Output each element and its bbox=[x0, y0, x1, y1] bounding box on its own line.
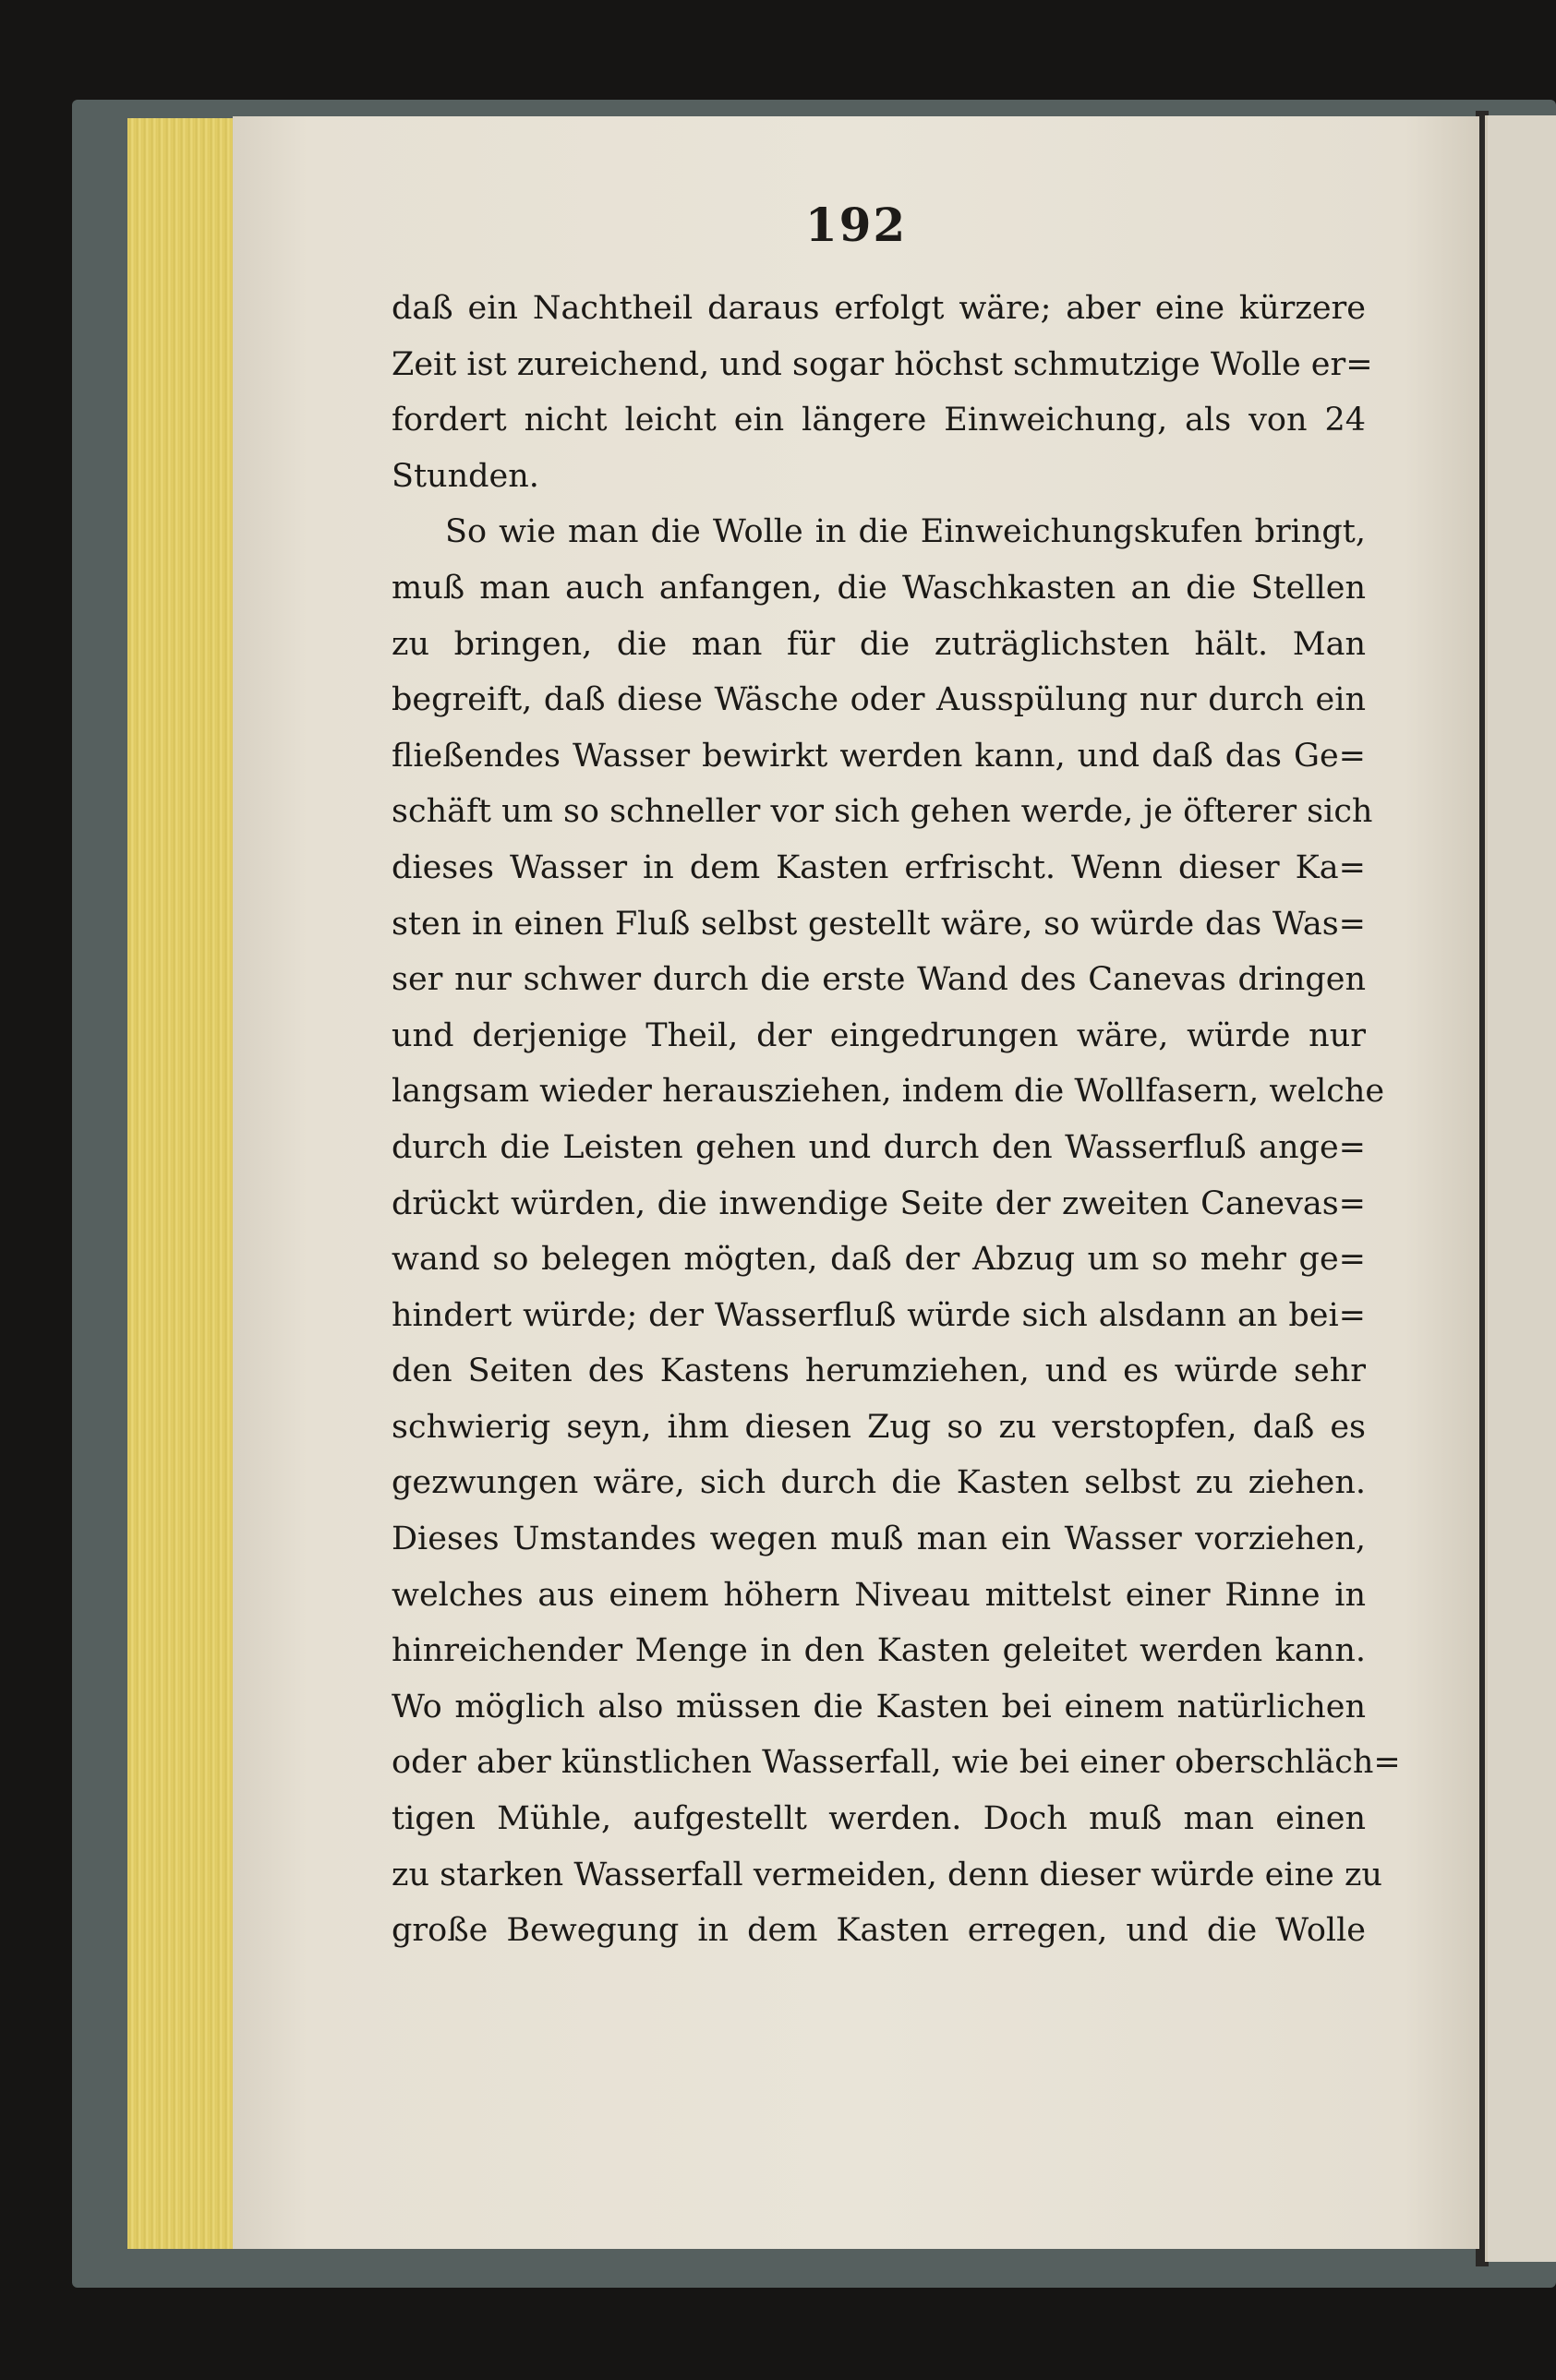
text-line: zu bringen, die man für die zuträglichsten hält. Man bbox=[392, 625, 1366, 663]
text-line: hindert würde; der Wasserfluß würde sich alsdann an bei= bbox=[392, 1296, 1366, 1334]
book-page bbox=[233, 116, 1479, 2249]
text-line: daß ein Nachtheil daraus erfolgt wäre; aber eine kürzere bbox=[392, 290, 1366, 327]
text-line: fließendes Wasser bewirkt werden kann, und daß das Ge= bbox=[392, 737, 1366, 775]
facing-page-edge bbox=[1485, 115, 1556, 2262]
gilded-page-edges bbox=[127, 118, 238, 2249]
text-line: welches aus einem höhern Niveau mittelst einer Rinne in bbox=[392, 1576, 1366, 1614]
text-line: drückt würden, die inwendige Seite der zweiten Canevas= bbox=[392, 1184, 1366, 1222]
page-number: 192 bbox=[804, 198, 908, 252]
text-line: gezwungen wäre, sich durch die Kasten selbst zu ziehen. bbox=[392, 1464, 1366, 1502]
text-line: durch die Leisten gehen und durch den Wasserfluß ange= bbox=[392, 1128, 1366, 1166]
text-line: und derjenige Theil, der eingedrungen wäre, würde nur bbox=[392, 1016, 1366, 1054]
text-line: hinreichender Menge in den Kasten geleitet werden kann. bbox=[392, 1632, 1366, 1670]
text-line: So wie man die Wolle in die Einweichungskufen bringt, bbox=[445, 513, 1366, 551]
text-line: zu starken Wasserfall vermeiden, denn dieser würde eine zu bbox=[392, 1856, 1382, 1893]
text-line: den Seiten des Kastens herumziehen, und es würde sehr bbox=[392, 1352, 1366, 1390]
text-line: Stunden. bbox=[392, 457, 539, 495]
text-line: dieses Wasser in dem Kasten erfrischt. Wenn dieser Ka= bbox=[392, 848, 1366, 886]
text-line: muß man auch anfangen, die Waschkasten an die Stellen bbox=[392, 569, 1366, 607]
text-line: Zeit ist zureichend, und sogar höchst schmutzige Wolle er= bbox=[392, 345, 1373, 383]
text-line: große Bewegung in dem Kasten erregen, und die Wolle bbox=[392, 1912, 1366, 1950]
text-line: tigen Mühle, aufgestellt werden. Doch muß man einen bbox=[392, 1800, 1366, 1838]
text-line: begreift, daß diese Wäsche oder Ausspülung nur durch ein bbox=[392, 681, 1366, 719]
text-line: ser nur schwer durch die erste Wand des Canevas dringen bbox=[392, 961, 1366, 999]
text-line: sten in einen Fluß selbst gestellt wäre, so würde das Was= bbox=[392, 905, 1366, 943]
text-line: wand so belegen mögten, daß der Abzug um so mehr ge= bbox=[392, 1241, 1366, 1279]
text-line: schäft um so schneller vor sich gehen werde, je öfterer sich bbox=[392, 793, 1373, 831]
text-line: fordert nicht leicht ein längere Einweichung, als von 24 bbox=[392, 402, 1366, 439]
body-text bbox=[392, 281, 1401, 1959]
text-line: schwierig seyn, ihm diesen Zug so zu verstopfen, daß es bbox=[392, 1408, 1366, 1446]
text-line: Dieses Umstandes wegen muß man ein Wasser vorziehen, bbox=[392, 1521, 1366, 1558]
text-line: Wo möglich also müssen die Kasten bei einem natürlichen bbox=[392, 1688, 1366, 1725]
text-line: oder aber künstlichen Wasserfall, wie bei einer oberschläch= bbox=[392, 1744, 1401, 1782]
text-line: langsam wieder herausziehen, indem die Wollfasern, welche bbox=[392, 1073, 1385, 1111]
